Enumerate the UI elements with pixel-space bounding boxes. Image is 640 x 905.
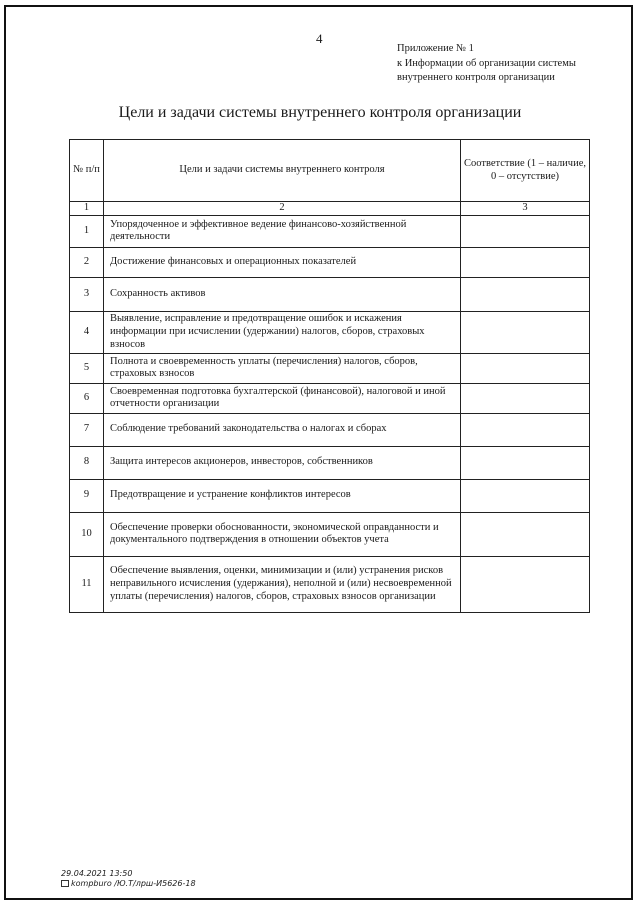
row-num: 11 [70,556,104,612]
table-header-row [70,140,590,202]
table-row [70,277,590,311]
table-numbering-row [70,202,590,216]
row-mark[interactable] [461,311,590,353]
table-row [70,413,590,446]
header-mark: Соответствие (1 – наличие, 0 – отсутствие) [461,140,590,202]
row-num: 3 [70,277,104,311]
row-num: 5 [70,353,104,383]
row-num: 1 [70,215,104,247]
stamp-date: 29.04.2021 13:50 [61,869,133,878]
row-goal: Полнота и своевременность уплаты (перечисления) налогов, сборов, страховых взносов [104,353,461,383]
row-mark[interactable] [461,556,590,612]
row-mark[interactable] [461,446,590,479]
row-mark[interactable] [461,247,590,277]
row-goal: Упорядоченное и эффективное ведение финансово-хозяйственной деятельности [104,215,461,247]
table-row [70,446,590,479]
row-num: 8 [70,446,104,479]
table-row [70,512,590,556]
table-row [70,215,590,247]
table-row [70,353,590,383]
row-goal: Выявление, исправление и предотвращение ошибок и искажения информации при исчислении (удержании) налогов, сборов, страховых взносов [104,311,461,353]
numbering-cell-2: 2 [104,202,461,216]
row-goal: Защита интересов акционеров, инвесторов, собственников [104,446,461,479]
table-row [70,247,590,277]
appendix-line-2: к Информации об организации системы [397,57,576,69]
appendix-line-3: внутреннего контроля организации [397,72,555,83]
row-num: 9 [70,479,104,512]
row-num: 7 [70,413,104,446]
row-num: 2 [70,247,104,277]
row-goal: Обеспечение выявления, оценки, минимизации и (или) устранения рисков неправильного исчисления (удержания), неполной и (или) несвоевременной уплаты (перечисления) налогов, сборов, страховых взносов организации [104,556,461,612]
stamp-path: kompburo /Ю.Т/лрш-И5626-18 [71,879,196,888]
document-title: Цели и задачи системы внутреннего контроля организации [118,104,522,121]
table-row [70,556,590,612]
printer-icon [61,880,69,887]
row-num: 4 [70,311,104,353]
row-goal: Обеспечение проверки обоснованности, экономической оправданности и документального подтверждения в отношении объектов учета [104,512,461,556]
table-row [70,311,590,353]
appendix-note [397,42,576,86]
row-goal: Своевременная подготовка бухгалтерской (финансовой), налоговой и иной отчетности организации [104,383,461,413]
row-goal: Сохранность активов [104,277,461,311]
row-mark[interactable] [461,215,590,247]
header-num: № п/п [70,140,104,202]
row-goal: Предотвращение и устранение конфликтов интересов [104,479,461,512]
row-mark[interactable] [461,413,590,446]
appendix-line-1: Приложение № 1 [397,43,474,54]
table-row [70,383,590,413]
goals-table [69,139,590,613]
row-mark[interactable] [461,479,590,512]
numbering-cell-1: 1 [70,202,104,216]
row-goal: Достижение финансовых и операционных показателей [104,247,461,277]
header-goal: Цели и задачи системы внутреннего контроля [104,140,461,202]
row-mark[interactable] [461,383,590,413]
page-number: 4 [316,31,323,46]
stamp-path-line [61,879,196,889]
row-mark[interactable] [461,353,590,383]
numbering-cell-3: 3 [461,202,590,216]
row-num: 6 [70,383,104,413]
row-goal: Соблюдение требований законодательства о налогах и сборах [104,413,461,446]
table-row [70,479,590,512]
row-mark[interactable] [461,277,590,311]
row-mark[interactable] [461,512,590,556]
row-num: 10 [70,512,104,556]
print-stamp [61,869,196,889]
